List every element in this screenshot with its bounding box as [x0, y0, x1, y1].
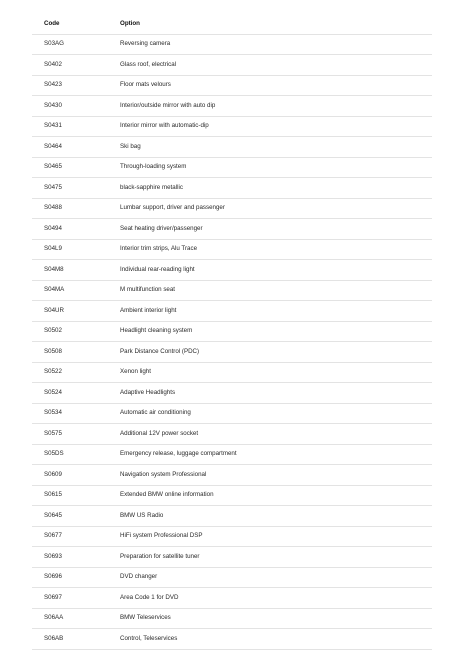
table-row: [32, 321, 432, 342]
table-row: [32, 526, 432, 547]
table-row: [32, 383, 432, 404]
code-cell: S0508: [32, 342, 108, 363]
table-row: [32, 403, 432, 424]
code-cell: S06AA: [32, 608, 108, 629]
table-row: [32, 567, 432, 588]
option-cell: Ski bag: [108, 137, 432, 158]
option-cell: Through-loading system: [108, 157, 432, 178]
code-cell: S04UR: [32, 301, 108, 322]
table-row: [32, 342, 432, 363]
option-cell: Seat heating driver/passenger: [108, 219, 432, 240]
table-row: [32, 280, 432, 301]
option-cell: Headlight cleaning system: [108, 321, 432, 342]
table-row: [32, 96, 432, 117]
code-cell: S0697: [32, 588, 108, 609]
options-table: [32, 14, 432, 650]
code-cell: S0677: [32, 526, 108, 547]
code-cell: S0465: [32, 157, 108, 178]
table-row: [32, 55, 432, 76]
table-row: [32, 547, 432, 568]
code-cell: S04MA: [32, 280, 108, 301]
option-cell: M multifunction seat: [108, 280, 432, 301]
table-row: [32, 219, 432, 240]
code-cell: S0696: [32, 567, 108, 588]
option-cell: Extended BMW online information: [108, 485, 432, 506]
table-row: [32, 424, 432, 445]
code-cell: S0423: [32, 75, 108, 96]
code-cell: S0609: [32, 465, 108, 486]
code-cell: S0475: [32, 178, 108, 199]
code-cell: S0522: [32, 362, 108, 383]
code-cell: S0575: [32, 424, 108, 445]
code-cell: S0524: [32, 383, 108, 404]
option-column-header: Option: [108, 14, 432, 34]
table-row: [32, 485, 432, 506]
table-row: [32, 260, 432, 281]
option-cell: Floor mats velours: [108, 75, 432, 96]
code-cell: S0402: [32, 55, 108, 76]
code-cell: S06AB: [32, 629, 108, 650]
option-cell: black-sapphire metallic: [108, 178, 432, 199]
code-cell: S0615: [32, 485, 108, 506]
option-cell: HiFi system Professional DSP: [108, 526, 432, 547]
table-row: [32, 198, 432, 219]
header-row: [32, 14, 432, 34]
table-row: [32, 116, 432, 137]
table-row: [32, 608, 432, 629]
option-cell: Reversing camera: [108, 34, 432, 55]
code-column-header: Code: [32, 14, 108, 34]
option-cell: Lumbar support, driver and passenger: [108, 198, 432, 219]
table-row: [32, 588, 432, 609]
code-cell: S0431: [32, 116, 108, 137]
options-table-head: [32, 14, 432, 34]
option-cell: Interior mirror with automatic-dip: [108, 116, 432, 137]
table-row: [32, 34, 432, 55]
code-cell: S05DS: [32, 444, 108, 465]
option-cell: Preparation for satellite tuner: [108, 547, 432, 568]
code-cell: S04L9: [32, 239, 108, 260]
option-cell: Automatic air conditioning: [108, 403, 432, 424]
code-cell: S0693: [32, 547, 108, 568]
option-cell: Glass roof, electrical: [108, 55, 432, 76]
option-cell: Adaptive Headlights: [108, 383, 432, 404]
table-row: [32, 157, 432, 178]
code-cell: S0488: [32, 198, 108, 219]
code-cell: S0430: [32, 96, 108, 117]
code-cell: S0494: [32, 219, 108, 240]
option-cell: Individual rear-reading light: [108, 260, 432, 281]
table-row: [32, 75, 432, 96]
code-cell: S0645: [32, 506, 108, 527]
table-row: [32, 239, 432, 260]
option-cell: Control, Teleservices: [108, 629, 432, 650]
table-row: [32, 465, 432, 486]
table-row: [32, 362, 432, 383]
options-table-body: [32, 34, 432, 649]
code-cell: S0502: [32, 321, 108, 342]
option-cell: Xenon light: [108, 362, 432, 383]
code-cell: S03AG: [32, 34, 108, 55]
table-row: [32, 178, 432, 199]
code-cell: S0534: [32, 403, 108, 424]
option-cell: Park Distance Control (PDC): [108, 342, 432, 363]
option-cell: Emergency release, luggage compartment: [108, 444, 432, 465]
option-cell: Interior/outside mirror with auto dip: [108, 96, 432, 117]
table-row: [32, 506, 432, 527]
table-row: [32, 301, 432, 322]
option-cell: DVD changer: [108, 567, 432, 588]
code-cell: S04M8: [32, 260, 108, 281]
table-row: [32, 629, 432, 650]
table-row: [32, 444, 432, 465]
option-cell: BMW US Radio: [108, 506, 432, 527]
table-row: [32, 137, 432, 158]
option-cell: Ambient interior light: [108, 301, 432, 322]
option-cell: Additional 12V power socket: [108, 424, 432, 445]
option-cell: BMW Teleservices: [108, 608, 432, 629]
option-cell: Area Code 1 for DVD: [108, 588, 432, 609]
option-cell: Interior trim strips, Alu Trace: [108, 239, 432, 260]
code-cell: S0464: [32, 137, 108, 158]
option-cell: Navigation system Professional: [108, 465, 432, 486]
